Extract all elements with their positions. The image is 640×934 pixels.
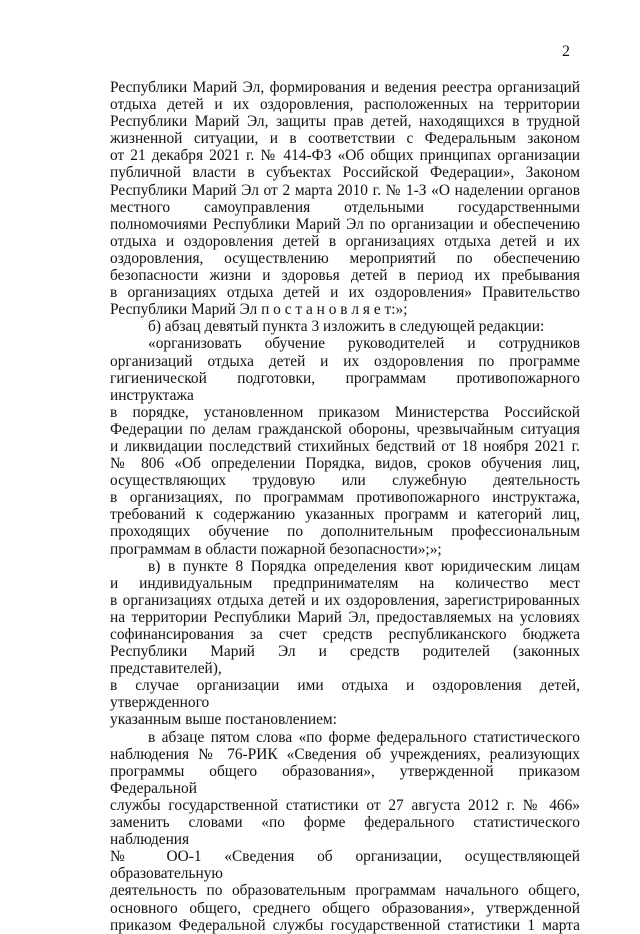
text-line: службы государственной статистики от 27 августа 2012 г. № 466»	[110, 796, 580, 814]
text-line: софинансирования за счет средств республиканского бюджета	[110, 626, 580, 643]
text-line: деятельность по образовательным программам начального общего,	[110, 882, 580, 900]
text-line: наблюдения № 76-РИК «Сведения об учреждениях, реализующих	[110, 745, 580, 763]
text-line: Республики Марий Эл, защиты прав детей, находящихся в трудной	[110, 113, 580, 131]
text-line: жизненной ситуации, и в соответствии с Федеральным законом	[110, 130, 580, 148]
text-line: в абзаце пятом слова «по форме федерального статистического	[148, 728, 580, 746]
text-line: на территории Республики Марий Эл, предоставляемых на условиях	[110, 608, 580, 626]
text-line: и ликвидации последствий стихийных бедствий от 18 ноября 2021 г.	[110, 437, 580, 455]
text-line: и индивидуальным предпринимателям на количество мест	[110, 574, 580, 592]
text-line: публичной власти в субъектах Российской Федерации», Законом	[110, 164, 580, 182]
page-number: 2	[562, 43, 570, 60]
paragraph	[110, 335, 580, 352]
text-line: в) в пункте 8 Порядка определения квот юридическим лицам	[148, 557, 580, 575]
text-line: Республики Марий Эл и средств родителей (законных представителей),	[110, 643, 580, 678]
text-line: Республики Марий Эл от 2 марта 2010 г. № 1-З «О наделении органов	[110, 181, 580, 199]
text-line: гигиенической подготовки, программам противопожарного инструктажа	[110, 369, 580, 404]
text-line: в случае организации ими отдыха и оздоровления детей, утвержденного	[110, 677, 580, 712]
text-line: заменить словами «по форме федерального статистического наблюдения	[110, 814, 580, 849]
text-line: № ОО-1 «Сведения об организации, осуществляющей образовательную	[110, 848, 580, 883]
text-line: Федерации по делам гражданской обороны, чрезвычайным ситуация	[110, 420, 580, 438]
paragraph	[110, 729, 580, 746]
text-line: № 806 «Об определении Порядка, видов, сроков обучения лиц,	[110, 455, 580, 473]
text-line: б) абзац девятый пункта 3 изложить в следующей редакции:	[148, 318, 545, 336]
paragraph	[110, 353, 580, 558]
text-line: в порядке, установленном приказом Министерства Российской	[110, 403, 580, 421]
text-line: требований к содержанию указанных программ и категорий лиц,	[110, 506, 580, 524]
paragraph	[110, 575, 580, 729]
text-line: местного самоуправления отдельными государственными	[110, 198, 580, 216]
text-line: безопасности жизни и здоровья детей в период их пребывания	[110, 267, 580, 285]
text-line: «организовать обучение руководителей и сотрудников	[148, 335, 580, 353]
text-line: от 21 декабря 2021 г. № 414-ФЗ «Об общих принципах организации	[110, 147, 580, 165]
text-line: организаций отдыха детей и их оздоровления по программе	[110, 352, 580, 370]
text-line: отдыха детей и их оздоровления, расположенных на территории	[110, 96, 580, 114]
text-line: проходящих обучение по дополнительным профессиональным	[110, 523, 580, 541]
paragraph	[110, 318, 580, 335]
text-line: Республики Марий Эл, формирования и ведения реестра организаций	[110, 79, 580, 96]
text-line: Республики Марий Эл п о с т а н о в л я е т:»;	[110, 301, 408, 319]
text-line: программам в области пожарной безопасности»;»;	[110, 540, 442, 558]
text-line: полномочиями Республики Марий Эл по организации и обеспечению	[110, 215, 580, 233]
text-line: осуществляющих трудовую или служебную деятельность	[110, 472, 580, 490]
text-line: в организациях отдыха детей и их оздоровления, зарегистрированных	[110, 591, 580, 609]
text-line: в организациях, по программам противопожарного инструктажа,	[110, 489, 580, 507]
text-line: оздоровления, осуществлению мероприятий по обеспечению	[110, 249, 580, 267]
paragraph	[110, 558, 580, 575]
text-line: отдыха и оздоровления детей в организациях отдыха детей и их	[110, 232, 580, 250]
text-line: в организациях отдыха детей и их оздоровления» Правительство	[110, 284, 580, 302]
paragraph	[110, 746, 580, 934]
text-line: указанным выше постановлением:	[110, 711, 337, 729]
text-line: приказом Федеральной службы государственной статистики 1 марта	[110, 916, 580, 934]
text-line: программы общего образования», утвержденной приказом Федеральной	[110, 762, 580, 797]
paragraph	[110, 79, 580, 318]
document-body	[110, 79, 580, 934]
text-line: основного общего, среднего общего образования», утвержденной	[110, 899, 580, 917]
